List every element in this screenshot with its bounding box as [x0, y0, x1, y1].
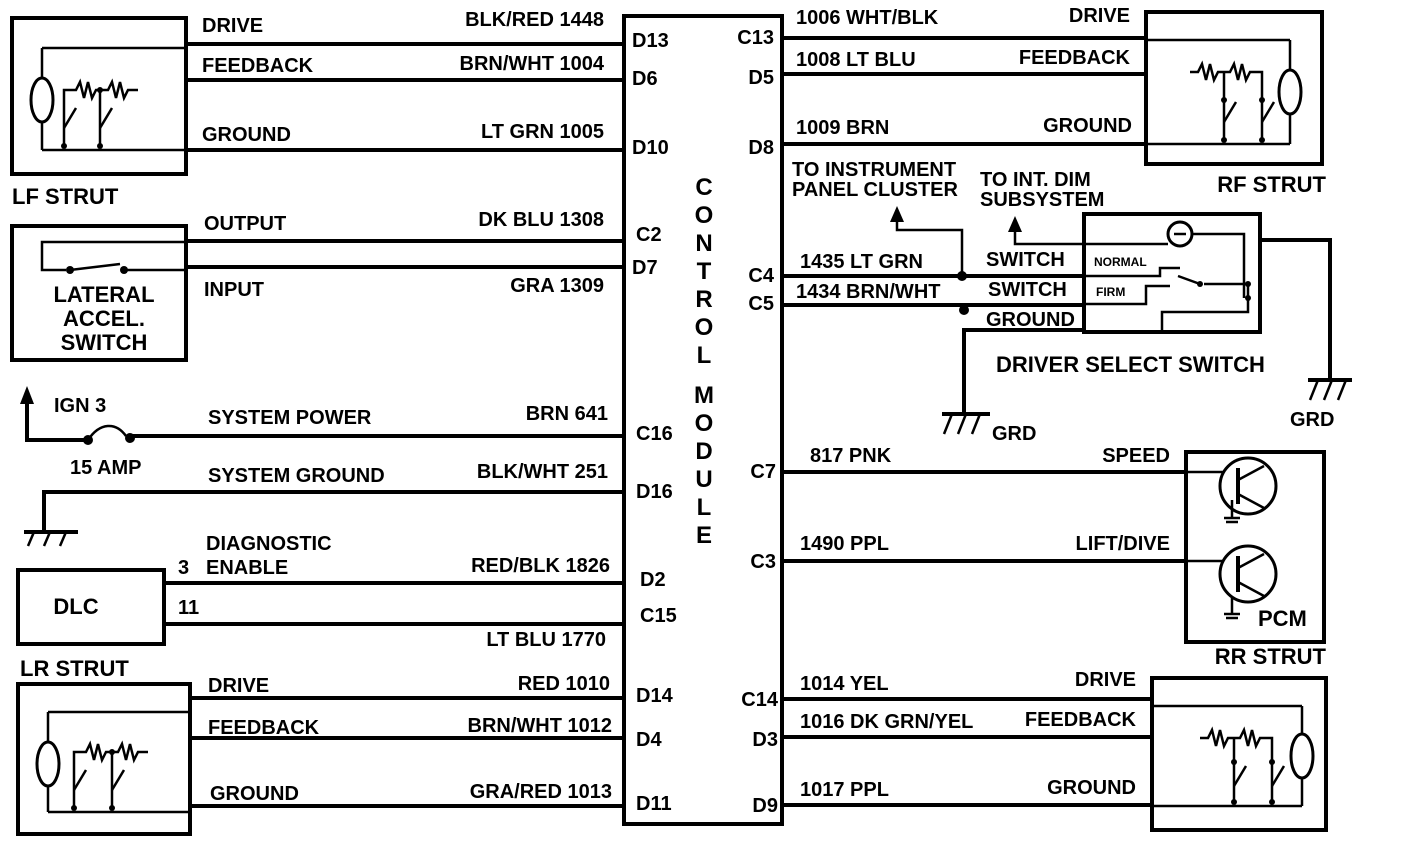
driver-select-title: DRIVER SELECT SWITCH [996, 352, 1265, 377]
rf-ground-label: GROUND [1043, 115, 1132, 137]
lateral-output-label: OUTPUT [204, 213, 287, 235]
lr-drive-label: DRIVE [208, 675, 270, 697]
motor-icon [1152, 706, 1313, 806]
pin-c5: C5 [748, 293, 774, 315]
lr-ground-wire-label: GRA/RED 1013 [469, 781, 612, 803]
rr-drive-label: DRIVE [1074, 669, 1136, 691]
c5-wire-label: 1434 BRN/WHT [796, 281, 941, 303]
diag-label-line: ENABLE [206, 557, 289, 579]
switch-label-2: SWITCH [988, 279, 1067, 301]
rr-strut [741, 644, 1326, 830]
pin-d3: D3 [752, 729, 778, 751]
c15-wire-label: LT BLU 1770 [486, 629, 606, 651]
lf-ground-label: GROUND [202, 124, 291, 146]
lf-strut-title: LF STRUT [12, 184, 119, 209]
speed-label: SPEED [1102, 445, 1170, 467]
lateral-input-wire-label: GRA 1309 [510, 275, 604, 297]
pcm-title: PCM [1258, 606, 1307, 631]
lr-feedback-wire-label: BRN/WHT 1012 [467, 715, 612, 737]
pin-d2: D2 [640, 569, 666, 591]
rr-feedback-wire-label: 1016 DK GRN/YEL [800, 711, 974, 733]
firm-label: FIRM [1096, 285, 1126, 299]
resistor-switch-icon [61, 82, 138, 149]
arrow-up-icon [1008, 216, 1022, 232]
speed-wire-label: 817 PNK [810, 445, 892, 467]
driver-select-switch [748, 159, 1350, 445]
power-section [20, 386, 673, 546]
pin-d7: D7 [632, 257, 658, 279]
rf-feedback-label: FEEDBACK [1018, 47, 1130, 69]
pin-d5: D5 [748, 67, 774, 89]
module-letter: O [694, 314, 714, 341]
lateral-input-label: INPUT [204, 279, 264, 301]
lift-wire-label: 1490 PPL [800, 533, 889, 555]
normal-label: NORMAL [1094, 255, 1147, 269]
lf-drive-wire-label: BLK/RED 1448 [465, 9, 604, 31]
transistor-icon [1186, 458, 1276, 522]
grd-left-label: GRD [992, 423, 1037, 445]
grd-right-label: GRD [1290, 409, 1335, 431]
to-ipc-label-line: PANEL CLUSTER [792, 179, 958, 201]
rf-drive-wire-label: 1006 WHT/BLK [796, 7, 939, 29]
pin-c2: C2 [636, 224, 662, 246]
dlc [18, 533, 677, 651]
pin-d11: D11 [636, 793, 672, 815]
module-letter: M [694, 382, 714, 409]
module-letter: C [695, 174, 713, 201]
switch-icon [42, 242, 186, 274]
lr-strut [18, 656, 674, 834]
rf-ground-wire-label: 1009 BRN [796, 117, 890, 139]
lf-drive-label: DRIVE [202, 15, 264, 37]
pin-c13: C13 [737, 27, 774, 49]
to-int-label-line: SUBSYSTEM [980, 189, 1105, 211]
rr-ground-label: GROUND [1047, 777, 1136, 799]
c4-wire-label: 1435 LT GRN [800, 251, 923, 273]
resistor-switch-icon [1200, 730, 1284, 805]
pin-c7: C7 [750, 461, 776, 483]
lr-strut-title: LR STRUT [20, 656, 129, 681]
motor-icon [37, 712, 190, 812]
int-dim-wire [1015, 230, 1168, 244]
pin-c16: C16 [636, 423, 673, 445]
pin-d6: D6 [632, 68, 658, 90]
pin-c3: C3 [750, 551, 776, 573]
to-ipc-label-line: TO INSTRUMENT [792, 159, 957, 181]
ground-icon [944, 414, 988, 434]
switch-ground-wire-right [1260, 240, 1330, 380]
lateral-title-line: SWITCH [60, 330, 148, 355]
system-power-label: SYSTEM POWER [208, 407, 372, 429]
diag-label-line: DIAGNOSTIC [206, 533, 332, 555]
module-letter: O [694, 410, 714, 437]
fuse-label: 15 AMP [70, 457, 142, 479]
pin-d4: D4 [636, 729, 662, 751]
module-letter: D [695, 438, 713, 465]
system-power-wire-label: BRN 641 [525, 403, 608, 425]
lateral-output-wire-label: DK BLU 1308 [478, 209, 604, 231]
pin-d8: D8 [748, 137, 774, 159]
system-ground-label: SYSTEM GROUND [208, 465, 385, 487]
pin-c15: C15 [640, 605, 677, 627]
ground-icon [1310, 380, 1350, 400]
ground-icon [26, 532, 76, 546]
to-int-label-line: TO INT. DIM [980, 169, 1091, 191]
rf-drive-label: DRIVE [1068, 5, 1130, 27]
module-letter: L [696, 494, 712, 521]
diag-wire-label: RED/BLK 1826 [471, 555, 610, 577]
pin-d13: D13 [632, 30, 669, 52]
lateral-title-line: LATERAL [53, 282, 155, 307]
system-ground-wire-label: BLK/WHT 251 [476, 461, 608, 483]
pin-c14: C14 [741, 689, 778, 711]
module-letter: O [694, 202, 714, 229]
rr-feedback-label: FEEDBACK [1024, 709, 1136, 731]
rr-strut-title: RR STRUT [1214, 644, 1326, 669]
rr-ground-wire-label: 1017 PPL [800, 779, 889, 801]
motor-icon [31, 48, 186, 150]
module-letter: R [695, 286, 713, 313]
lf-ground-wire-label: LT GRN 1005 [481, 121, 604, 143]
fuse-icon [88, 426, 126, 440]
pin-c4: C4 [748, 265, 774, 287]
ign-label: IGN 3 [54, 395, 107, 417]
rf-feedback-wire-label: 1008 LT BLU [796, 49, 916, 71]
rr-drive-wire-label: 1014 YEL [800, 673, 889, 695]
resistor-switch-icon [1190, 64, 1274, 143]
lr-feedback-label: FEEDBACK [208, 717, 320, 739]
pcm [750, 445, 1324, 642]
dlc-pin11: 11 [178, 597, 200, 619]
lf-strut [12, 9, 669, 209]
module-letter: E [695, 522, 713, 549]
rf-strut-title: RF STRUT [1217, 172, 1326, 197]
system-ground-wire [44, 492, 624, 532]
module-letter: N [695, 230, 713, 257]
arrow-up-icon [890, 206, 904, 222]
lateral-title-line: ACCEL. [63, 306, 145, 331]
pin-d16: D16 [636, 481, 673, 503]
lateral-accel-switch [12, 209, 662, 360]
module-letter: L [696, 342, 712, 369]
pin-d9: D9 [752, 795, 778, 817]
ground-label: GROUND [986, 309, 1075, 331]
pin-d14: D14 [636, 685, 673, 707]
dlc-title: DLC [53, 594, 99, 619]
switch-label-1: SWITCH [986, 249, 1065, 271]
lift-dive-label: LIFT/DIVE [1075, 533, 1170, 555]
lr-drive-wire-label: RED 1010 [517, 673, 610, 695]
lr-ground-label: GROUND [210, 783, 299, 805]
control-module-title [694, 174, 714, 549]
resistor-switch-icon [71, 744, 148, 811]
pin-d10: D10 [632, 137, 669, 159]
lf-feedback-wire-label: BRN/WHT 1004 [459, 53, 604, 75]
module-letter: U [695, 466, 713, 493]
lf-feedback-label: FEEDBACK [202, 55, 314, 77]
dlc-pin3: 3 [178, 557, 190, 579]
module-letter: T [696, 258, 712, 285]
